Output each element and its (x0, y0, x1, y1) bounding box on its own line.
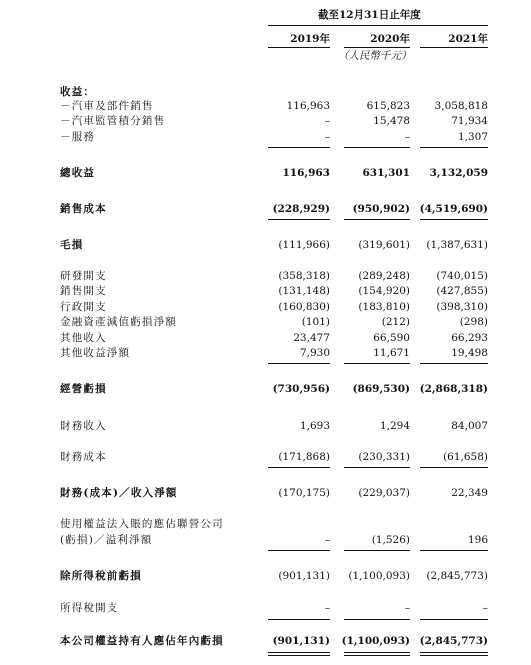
cell-vehicle-sales-2019: 116,963 (286, 100, 330, 112)
cell-other-income-2021: 66,293 (451, 332, 488, 344)
row-label-finance-costs: 財務成本 (60, 451, 107, 463)
cell-net-finance-2020: (229,037) (358, 487, 410, 499)
cell-loss-before-tax-2020: (1,100,093) (348, 570, 410, 582)
row-label-operating-loss: 經營虧損 (60, 383, 107, 395)
row-label-revenue-heading: 收益： (60, 86, 96, 98)
cell-income-tax-2020: – (404, 602, 410, 614)
year-rule-2019 (268, 47, 330, 48)
row-label-loss-for-year: 本公司權益持有人應佔年內虧損 (60, 635, 224, 647)
cell-loss-for-year-2019: (901,131) (272, 635, 330, 647)
rule-revenue-2019 (268, 147, 330, 148)
double-rule-bottom-2020 (344, 655, 410, 656)
cell-vehicle-sales-2020: 615,823 (366, 100, 410, 112)
year-2019-header: 2019年 (290, 33, 330, 45)
rule-tax-2019 (268, 619, 330, 620)
rule-associates-2021 (420, 550, 488, 551)
row-label-rd-expenses: 研發開支 (60, 270, 107, 282)
cell-selling-expenses-2021: (427,855) (436, 285, 488, 297)
cell-gross-loss-2020: (319,601) (358, 239, 410, 251)
cell-cost-of-sales-2020: (950,902) (352, 203, 410, 215)
double-rule-bottom-2019 (268, 655, 330, 656)
cell-finance-income-2019: 1,693 (299, 420, 330, 432)
cell-other-income-2019: 23,477 (293, 332, 330, 344)
rule-associates-2019 (268, 550, 330, 551)
cell-finance-costs-2021: (61,658) (443, 451, 488, 463)
rule-associates-2020 (344, 550, 410, 551)
cell-total-revenue-2019: 116,963 (282, 167, 330, 179)
row-label-other-income: 其他收入 (60, 332, 107, 344)
cell-services-2021: 1,307 (457, 131, 488, 143)
row-label-other-gains: 其他收益淨額 (60, 347, 131, 359)
cell-impairment-losses-2021: (298) (459, 316, 488, 328)
row-label-services: －服務 (60, 131, 96, 143)
cell-rd-expenses-2021: (740,015) (436, 270, 488, 282)
cell-operating-loss-2021: (2,868,318) (419, 383, 488, 395)
header-rule (268, 25, 488, 26)
cell-loss-before-tax-2021: (2,845,773) (426, 570, 488, 582)
cell-loss-for-year-2020: (1,100,093) (341, 635, 410, 647)
cell-other-gains-2021: 19,498 (451, 347, 488, 359)
row-label-gross-loss: 毛損 (60, 239, 84, 251)
cell-net-finance-2021: 22,349 (451, 487, 488, 499)
row-label-admin-expenses: 行政開支 (60, 301, 107, 313)
cell-services-2019: – (324, 131, 330, 143)
cell-impairment-losses-2020: (212) (381, 316, 410, 328)
row-label-associates-line2: (虧損)／溢利淨額 (60, 534, 153, 546)
double-rule-top-2019 (268, 652, 330, 653)
rule-opex-2020 (344, 363, 410, 364)
cell-associates-2021: 196 (467, 534, 488, 546)
row-label-selling-expenses: 銷售開支 (60, 285, 107, 297)
cell-admin-expenses-2020: (183,810) (358, 301, 410, 313)
unit-note: （人民幣千元） (338, 50, 412, 62)
cell-loss-before-tax-2019: (901,131) (278, 570, 330, 582)
row-label-income-tax: 所得稅開支 (60, 602, 119, 614)
cell-total-revenue-2020: 631,301 (362, 167, 410, 179)
cell-operating-loss-2019: (730,956) (272, 383, 330, 395)
row-label-finance-income: 財務收入 (60, 420, 107, 432)
period-header: 截至12月31日止年度 (318, 9, 421, 21)
cell-operating-loss-2020: (869,530) (352, 383, 410, 395)
rule-revenue-2020 (344, 147, 410, 148)
cell-income-tax-2019: – (324, 602, 330, 614)
row-label-total-revenue: 總收益 (60, 167, 96, 179)
cell-services-2020: – (404, 131, 410, 143)
row-label-regulatory-credits: －汽車監管積分銷售 (60, 115, 166, 127)
cell-regulatory-credits-2020: 15,478 (373, 115, 410, 127)
rule-cost-2020 (344, 219, 410, 220)
cell-selling-expenses-2020: (154,920) (358, 285, 410, 297)
rule-finance-2020 (344, 467, 410, 468)
cell-net-finance-2019: (170,175) (278, 487, 330, 499)
cell-finance-income-2021: 84,007 (451, 420, 488, 432)
rule-cost-2019 (268, 219, 330, 220)
cell-impairment-losses-2019: (101) (301, 316, 330, 328)
row-label-cost-of-sales: 銷售成本 (60, 203, 107, 215)
rule-opex-2019 (268, 363, 330, 364)
cell-finance-costs-2020: (230,331) (358, 451, 410, 463)
cell-vehicle-sales-2021: 3,058,818 (434, 100, 488, 112)
cell-loss-for-year-2021: (2,845,773) (419, 635, 488, 647)
cell-gross-loss-2019: (111,966) (278, 239, 330, 251)
rule-tax-2021 (420, 619, 488, 620)
cell-associates-2019: – (324, 534, 330, 546)
year-rule-2020 (344, 47, 410, 48)
rule-finance-2019 (268, 467, 330, 468)
cell-rd-expenses-2019: (358,318) (278, 270, 330, 282)
row-label-associates-line1: 使用權益法入賬的應佔聯營公司 (60, 518, 224, 530)
cell-admin-expenses-2021: (398,310) (436, 301, 488, 313)
cell-other-gains-2019: 7,930 (299, 347, 330, 359)
cell-selling-expenses-2019: (131,148) (278, 285, 330, 297)
cell-associates-2020: (1,526) (371, 534, 410, 546)
cell-finance-income-2020: 1,294 (379, 420, 410, 432)
cell-total-revenue-2021: 3,132,059 (429, 167, 488, 179)
cell-other-gains-2020: 11,671 (373, 347, 410, 359)
cell-finance-costs-2019: (171,868) (278, 451, 330, 463)
cell-regulatory-credits-2021: 71,934 (451, 115, 488, 127)
row-label-vehicle-sales: －汽車及部件銷售 (60, 100, 154, 112)
row-label-loss-before-tax: 除所得稅前虧損 (60, 570, 142, 582)
rule-finance-2021 (420, 467, 488, 468)
cell-regulatory-credits-2019: – (324, 115, 330, 127)
rule-cost-2021 (420, 219, 488, 220)
year-2020-header: 2020年 (370, 33, 410, 45)
rule-opex-2021 (420, 363, 488, 364)
cell-income-tax-2021: – (482, 602, 488, 614)
cell-gross-loss-2021: (1,387,631) (426, 239, 488, 251)
cell-cost-of-sales-2021: (4,519,690) (419, 203, 488, 215)
cell-rd-expenses-2020: (289,248) (358, 270, 410, 282)
row-label-impairment-losses: 金融資產減值虧損淨額 (60, 316, 177, 328)
rule-revenue-2021 (420, 147, 488, 148)
cell-cost-of-sales-2019: (228,929) (272, 203, 330, 215)
double-rule-top-2020 (344, 652, 410, 653)
rule-tax-2020 (344, 619, 410, 620)
cell-admin-expenses-2019: (160,830) (278, 301, 330, 313)
double-rule-bottom-2021 (420, 655, 488, 656)
year-2021-header: 2021年 (448, 33, 488, 45)
cell-other-income-2020: 66,590 (373, 332, 410, 344)
year-rule-2021 (420, 47, 488, 48)
double-rule-top-2021 (420, 652, 488, 653)
row-label-net-finance: 財務(成本)／收入淨額 (60, 487, 178, 499)
